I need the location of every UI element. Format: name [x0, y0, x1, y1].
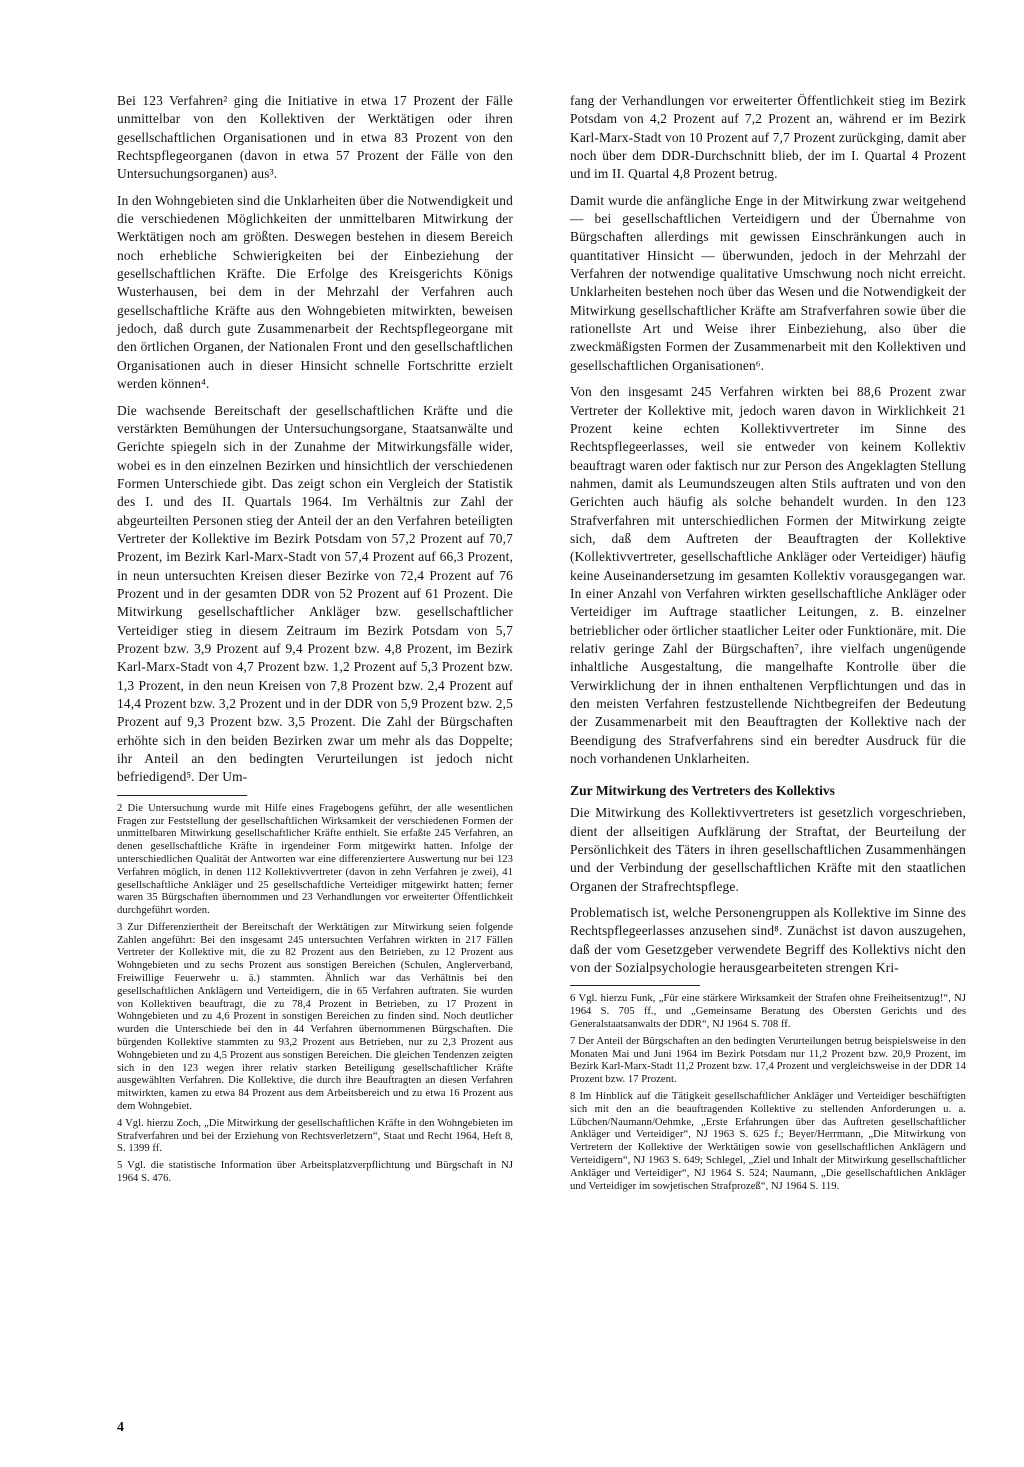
footnote: 3 Zur Differenziertheit der Bereitschaft der Werktätigen zur Mitwirkung seien folgende Zahlen angeführt: Bei den insgesamt 245 untersuchten Verfahren wirkten in 217 Fällen Vertreter der Kollektive mit, die zu 82 Prozent aus den Betrieben, zu 12 Prozent aus Wohngebieten und zu sechs Prozent aus sonstigen Bereichen (Schulen, Anglerverband, Freiwillige Feuerwehr u. ä.) stammten. Ähnlich war das Verhältnis bei den gesellschaftlichen Anklägern und Verteidigern, die in 65 Verfahren auftraten. Sie wurden von Kollektiven beauftragt, die zu 78,4 Prozent in Betrieben, zu 17 Prozent in Wohngebieten und zu 4,6 Prozent in sonstigen Bereichen zu finden sind. Noch deutlicher wurden die Unterschiede bei den in 44 Verfahren übernommenen Bürgschaften. Die bürgenden Kollektive stammten zu 93,2 Prozent aus Betrieben, nur zu 2,3 Prozent aus Wohngebieten und zu 4,5 Prozent aus sonstigen Bereichen. Die gleichen Tendenzen zeigten sich in den 123 wegen ihrer relativ starken Beteiligung gesellschaftlicher Kräfte ausgewählten Verfahren. Die Kollektive, die durch ihre Beauftragten an diesen Verfahren mitwirkten, kamen zu etwa 84 Prozent aus dem Arbeitsbereich und zu etwa 16 Prozent aus dem Wohngebiet. [117, 921, 513, 1113]
footnote: 4 Vgl. hierzu Zoch, „Die Mitwirkung der gesellschaftlichen Kräfte in den Wohngebieten im Strafverfahren und bei der Erziehung von Rechtsverletzern“, Staat und Recht 1964, Heft 8, S. 1399 ff. [117, 1117, 513, 1155]
body-paragraph: In den Wohngebieten sind die Unklarheiten über die Notwendigkeit und die verschiedenen Möglichkeiten der unmittelbaren Mitwirkung der Werktätigen noch am größten. Deswegen bestehen in diesem Bereich noch erhebliche Schwierigkeiten bei der Einbeziehung der gesellschaftlichen Kräfte. Die Erfolge des Kreisgerichts Königs Wusterhausen, bei dem in der Mehrzahl der Verfahren auch gesellschaftliche Kräfte aus den Wohngebieten mitwirkten, beweisen jedoch, daß durch gute Zusammenarbeit der Rechtspflegeorgane mit den örtlichen Organen, der Nationalen Front und den gesellschaftlichen Organisationen auch in dieser Hinsicht schnelle Fortschritte erzielt werden können⁴. [117, 192, 513, 392]
body-paragraph: Die wachsende Bereitschaft der gesellschaftlichen Kräfte und die verstärkten Bemühungen der Untersuchungsorgane, Staatsanwälte und Gerichte spiegeln sich in der Zunahme der Mitwirkungsfälle wider, wobei es in den einzelnen Bezirken und hinsichtlich der verschiedenen Formen Unterschiede gibt. Das zeigt schon ein Vergleich der Statistik des I. und des II. Quartals 1964. Im Verhältnis zur Zahl der abgeurteilten Personen stieg der Anteil der an den Verfahren beteiligten Vertreter der Kollektive im Bezirk Potsdam von 57,2 Prozent auf 70,7 Prozent, im Bezirk Karl-Marx-Stadt von 57,4 Prozent auf 66,3 Prozent, in neun untersuchten Kreisen dieser Bezirke von 72,4 Prozent auf 76 Prozent und in der gesamten DDR von 52 Prozent auf 61 Prozent. Die Mitwirkung gesellschaftlicher Ankläger bzw. gesellschaftlicher Verteidiger stieg in diesem Zeitraum im Bezirk Potsdam von 5,7 Prozent bzw. 3,9 Prozent auf 9,4 Prozent bzw. 4,8 Prozent, im Bezirk Karl-Marx-Stadt von 4,7 Prozent bzw. 1,2 Prozent auf 5,3 Prozent bzw. 1,3 Prozent, in den neun Kreisen von 7,8 Prozent bzw. 2,4 Prozent auf 14,4 Prozent bzw. 3,2 Prozent und in der DDR von 5,9 Prozent bzw. 2,5 Prozent auf 9,3 Prozent bzw. 3,5 Prozent. Die Zahl der Bürgschaften erhöhte sich in den beiden Bezirken zwar um mehr als das Doppelte; ihr Anteil an den bedingten Verurteilungen ist jedoch nicht befriedigend⁵. Der Um- [117, 402, 513, 785]
section-heading: Zur Mitwirkung des Vertreters des Kollektivs [570, 783, 835, 799]
page-number: 4 [117, 1420, 124, 1435]
footnote: 2 Die Untersuchung wurde mit Hilfe eines Fragebogens geführt, der alle wesentlichen Fragen zur Feststellung der gesellschaftlichen Wirksamkeit der verschiedenen Formen der unmittelbaren Mitwirkung gesellschaftlicher Kräfte enthielt. Sie erfaßte 245 Verfahren, an denen gesellschaftliche Kräfte in irgendeiner Form mitgewirkt hatten. Infolge der unterschiedlichen Qualität der Antworten war eine differenziertere Auswertung nur bei 123 Verfahren möglich, in denen 112 Kollektivvertreter (davon in zehn Verfahren je zwei), 41 gesellschaftliche Ankläger und 25 gesellschaftliche Verteidiger mitgewirkt hatten; ferner waren 35 Bürgschaften übernommen und 23 Verhandlungen vor erweiterter Öffentlichkeit durchgeführt worden. [117, 802, 513, 917]
right-column [570, 92, 966, 1197]
body-paragraph: Bei 123 Verfahren² ging die Initiative in etwa 17 Prozent der Fälle unmittelbar von den Kollektiven der Werktätigen oder ihren gesellschaftlichen Organisationen und in etwa 83 Prozent von den Rechtspflegeorganen (davon in etwa 57 Prozent der Fälle von den Untersuchungsorganen) aus³. [117, 93, 513, 182]
footnote: 6 Vgl. hierzu Funk, „Für eine stärkere Wirksamkeit der Strafen ohne Freiheitsentzug!“, NJ 1964 S. 705 ff., und „Gemeinsame Beratung des Obersten Gerichts und des Generalstaatsanwalts der DDR“, NJ 1964 S. 708 ff. [570, 993, 966, 1031]
body-paragraph: Problematisch ist, welche Personengruppen als Kollektive im Sinne des Rechtspflegeerlasses anzusehen sind⁸. Zunächst ist davon auszugehen, daß der vom Gesetzgeber verwendete Begriff des Kollektivs nicht den von der Sozialpsychologie herausgearbeiteten strengen Kri- [570, 905, 966, 976]
footnote: 7 Der Anteil der Bürgschaften an den bedingten Verurteilungen betrug beispielsweise in den Monaten Mai und Juni 1964 im Bezirk Potsdam nur 11,2 Prozent bzw. 20,9 Prozent, im Bezirk Karl-Marx-Stadt 11,2 Prozent bzw. 17,4 Prozent und vergleichsweise in der DDR 14 Prozent bzw. 17 Prozent. [570, 1035, 966, 1086]
left-column [117, 92, 513, 1190]
body-paragraph: Die Mitwirkung des Kollektivvertreters ist gesetzlich vorgeschrieben, dient der allseitigen Aufklärung der Straftat, der Beurteilung der Persönlichkeit des Täters in ihren gesellschaftlichen Zusammenhängen und der Verbindung der gesellschaftlichen Kräfte mit den staatlichen Organen der Strafrechtspflege. [570, 805, 966, 894]
footnote: 8 Im Hinblick auf die Tätigkeit gesellschaftlicher Ankläger und Verteidiger beschäftigten sich mit den an die beauftragenden Kollektive zu stellenden Anforderungen u. a. Lübchen/Naumann/Oehmke, „Erste Erfahrungen über das Auftreten gesellschaftlicher Ankläger und Verteidiger“, NJ 1963 S. 625 f.; Beyer/Herrmann, „Die Mitwirkung von Vertretern der Kollektive der Werktätigen sowie von gesellschaftlichen Anklägern und Verteidigern“, NJ 1963 S. 649; Schlegel, „Ziel und Inhalt der Mitwirkung gesellschaftlicher Ankläger und Verteidiger“, NJ 1964 S. 524; Naumann, „Die gesellschaftlichen Ankläger und Verteidiger im sowjetischen Strafprozeß“, NJ 1964 S. 119. [570, 1091, 966, 1192]
footnote-divider [570, 985, 700, 986]
body-paragraph: fang der Verhandlungen vor erweiterter Öffentlichkeit stieg im Bezirk Potsdam von 4,2 Prozent auf 7,2 Prozent an, während er im Bezirk Karl-Marx-Stadt von 10 Prozent auf 7,7 Prozent zurückging, damit aber noch über dem DDR-Durchschnitt blieb, der im I. Quartal 4 Prozent und im II. Quartal 4,8 Prozent betrug. [570, 93, 966, 182]
body-paragraph: Von den insgesamt 245 Verfahren wirkten bei 88,6 Prozent zwar Vertreter der Kollektive mit, jedoch waren davon in Wirklichkeit 21 Prozent keine echten Kollektivvertreter im Sinne des Rechtspflegeerlasses, weil sie entweder von keinem Kollektiv beauftragt waren oder faktisch nur zur Person des Angeklagten Stellung nahmen, damit als Leumundszeugen alten Stils auftraten und von den Gerichten auch häufig als solche behandelt wurden. In den 123 Strafverfahren mit unterschiedlichen Formen der Mitwirkung zeigte sich, daß dem Auftreten der Beauftragten der Kollektive (Kollektivvertreter, gesellschaftliche Ankläger oder Verteidiger) häufig keine Auseinandersetzung im gesamten Kollektiv vorausgegangen war. In einer Anzahl von Verfahren wirkten gesellschaftliche Ankläger oder Verteidiger im Auftrage staatlicher Leitungen, z. B. einzelner betrieblicher oder örtlicher staatlicher Leiter oder Funktionäre, mit. Die relativ geringe Zahl der Bürgschaften⁷, ihre vielfach ungenügende inhaltliche Ausgestaltung, die mangelhafte Kontrolle über die Verwirklichung der in ihnen enthaltenen Verpflichtungen und das in den meisten Verfahren festzustellende Nichtbegreifen der Bedeutung der Zusammenarbeit mit den Beauftragten der Kollektive nach der Beendigung des Strafverfahrens sind ein beredter Ausdruck für die noch vorhandenen Unklarheiten. [570, 384, 966, 767]
footnote-divider [117, 795, 247, 796]
body-paragraph: Damit wurde die anfängliche Enge in der Mitwirkung zwar weitgehend — bei gesellschaftlichen Verteidigern und der Übernahme von Bürgschaften allerdings mit gewissen Einschränkungen auch in quantitativer Hinsicht — überwunden, jedoch in der Mehrzahl der Verfahren der notwendige qualitative Umschwung noch nicht erreicht. Unklarheiten bestehen noch über das Wesen und die Notwendigkeit der Mitwirkung gesellschaftlicher Kräfte am Strafverfahren sowie über die rationellste Art und Weise ihrer Einbeziehung, also über die zweckmäßigsten Formen der Zusammenarbeit mit den Kollektiven und gesellschaftlichen Organisationen⁶. [570, 192, 966, 373]
footnote: 5 Vgl. die statistische Information über Arbeitsplatzverpflichtung und Bürgschaft in NJ 1964 S. 476. [117, 1160, 513, 1185]
